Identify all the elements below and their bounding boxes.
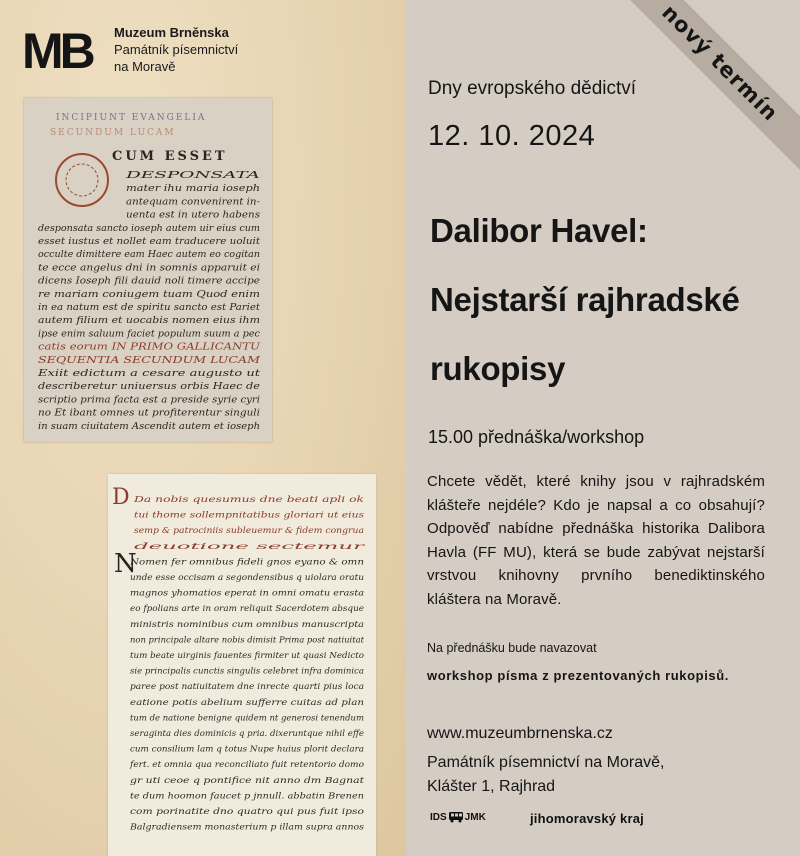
ms2-text-lines	[129, 495, 367, 833]
manuscript-line: fert. et omnia qua reconciliato fuit retentorio domo	[128, 760, 364, 771]
manuscript-line: gr uti ceoe q pontifice nit anno dm Bagnat	[130, 775, 365, 786]
manuscript-line: non principale altare nobis dimisit Prima post natiuitat	[130, 635, 365, 646]
manuscript-line: tum de natione benigne quidem nt generosi tenendum	[130, 713, 364, 724]
title-line-1: Dalibor Havel:	[430, 212, 648, 249]
address-line-2: Klášter 1, Rajhrad	[427, 778, 556, 795]
manuscript-line: desponsata sancto ioseph autem uir eius cum	[38, 222, 261, 234]
ribbon-text: nový termín	[657, 0, 783, 126]
manuscript-line: catis eorum IN PRIMO GALLICANTU	[38, 341, 261, 353]
south-moravian-region-logo: jihomoravský kraj	[530, 811, 644, 826]
event-name: Dny evropského dědictví	[428, 78, 637, 99]
museum-logo[interactable]	[22, 24, 238, 75]
manuscript-page-1	[24, 98, 272, 442]
title-line-2: Nejstarší rajhradské	[430, 281, 740, 318]
manuscript-image-liturgical	[108, 474, 376, 856]
manuscript-line: no Et ibant omnes ut profiterentur singuli	[38, 407, 261, 419]
manuscript-line: deuotione sectemur	[134, 541, 367, 552]
manuscript-line: DESPONSATA	[123, 170, 261, 181]
program-time: 15.00 přednáška/workshop	[428, 427, 645, 447]
ms1-heading-1: INCIPIUNT EVANGELIA	[56, 113, 207, 123]
manuscript-line: paree post natiuitatem dne inrecte quarti pius loca	[130, 682, 364, 693]
ms1-initial-ornament	[66, 164, 98, 196]
logo-mark-text: MB	[22, 27, 92, 72]
bus-icon	[448, 811, 464, 823]
manuscript-line: Da nobis quesumus dne beati apli ok	[132, 495, 364, 505]
manuscript-line: eo fpolians arte in oram reliquit Sacerdotem absque	[130, 604, 364, 615]
manuscript-line: semp & patrociniis subleuemur & fidem congrua	[134, 526, 364, 537]
title-line-3: rukopisy	[430, 350, 566, 387]
logo-text	[114, 24, 238, 75]
ms1-heading-2: SECUNDUM LUCAM	[50, 128, 176, 138]
manuscript-line: unde esse occisam a segondensibus q uiolara oratu	[130, 573, 364, 583]
manuscript-line: in ea natum est de spiritu sancto est Pariet	[38, 302, 261, 313]
ids-jmk-logo	[430, 811, 486, 823]
ms1-illuminated-initial	[56, 154, 108, 206]
mb-logo-mark	[22, 28, 106, 72]
logo-line-1: Muzeum Brněnska	[114, 25, 229, 40]
manuscript-line: scriptio prima facta est a preside syrie cyri	[38, 394, 261, 406]
manuscript-line: Exiit edictum a cesare augusto ut	[36, 368, 261, 379]
manuscript-line: eatione potis abelium sufferre cuitas ad plan	[130, 697, 364, 708]
venue-address	[427, 751, 664, 799]
manuscript-line: describeretur uniuersus orbis Haec de	[38, 381, 261, 393]
manuscript-line: tum beate uirginis fauentes firmiter ut quasi Nedicto	[130, 651, 364, 661]
manuscript-line: dicens Ioseph fili dauid noli timere accipe	[38, 275, 261, 287]
manuscript-line: mater ihu maria ioseph	[126, 183, 261, 195]
lecture-title	[430, 196, 792, 403]
manuscript-line: autem filium et uocabis nomen eius ihm	[38, 315, 261, 327]
manuscript-line: Nomen fer omnibus fideli gnos eyano & omn	[128, 557, 364, 568]
manuscript-line: magnos yhomatios eperat in omni omatu erasta	[130, 588, 364, 599]
manuscript-line: te dum hoomon faucet p jnnull. abbatin Brenen	[130, 791, 364, 802]
manuscript-line: esset iustus et nollet eam traducere uoluit	[38, 236, 261, 247]
manuscript-line: antequam convenirent in-	[126, 196, 260, 208]
event-date: 12. 10. 2024	[428, 120, 596, 152]
address-line-1: Památník písemnictví na Moravě,	[427, 754, 665, 771]
manuscript-line: in suam ciuitatem Ascendit autem et ioseph	[38, 420, 261, 432]
manuscript-page-2	[108, 474, 376, 856]
logo-line-2: Památník písemnictví	[114, 42, 239, 57]
manuscript-line: ipse enim saluum faciet populum suum a pec	[38, 328, 260, 340]
logo-line-3: na Moravě	[114, 59, 176, 74]
ms2-initial-2: N	[114, 549, 137, 579]
manuscript-line: uenta est in utero habens	[126, 209, 261, 221]
manuscript-line: sie principalis cunctis singulis celebret infra dominica	[130, 666, 364, 677]
ms1-text-lines	[37, 170, 261, 432]
ms1-initial-words: CUM ESSET	[112, 149, 228, 164]
manuscript-line: SEQUENTIA SECUNDUM LUCAM	[38, 354, 261, 366]
manuscript-line: seraginta dies dominicis q pria. dixeruntque nihil effe	[130, 729, 364, 739]
manuscript-line: Balgradiensem monasterium p illam supra annos	[128, 822, 365, 833]
manuscript-line: tui thome sollempnitatibus gloriari ut eius	[134, 510, 365, 521]
manuscript-line: ministris nominibus cum omnibus manuscripta	[130, 619, 364, 630]
ids-text: IDS	[430, 811, 447, 823]
workshop-note: Na přednášku bude navazovat	[427, 641, 597, 655]
manuscript-line: re mariam coniugem tuam Quod enim	[38, 288, 261, 300]
workshop-title: workshop písma z prezentovaných rukopisů.	[427, 668, 729, 683]
website-link[interactable]: www.muzeumbrnenska.cz	[427, 725, 613, 742]
lecture-description: Chcete vědět, které knihy jsou v rajhradském klášteře nejdéle? Kdo je napsal a co obsahují? Odpověď nabídne přednáška historika Dalibora Havla (FF MU), která se bude zabývat nejstarší vrstvou knihovny prvního benediktinského kláštera na Moravě.	[427, 473, 765, 608]
ms2-initial: D	[112, 485, 130, 510]
jmk-text: JMK	[464, 811, 486, 823]
manuscript-line: te ecce angelus dni in somnis apparuit ei	[38, 262, 261, 274]
manuscript-image-gospel	[24, 98, 272, 442]
manuscript-line: cum consilium lam q totus Nupe huius plorit declara	[130, 744, 364, 755]
manuscript-line: com porinatite dno quatro qui pus fuit ipso	[130, 807, 364, 817]
manuscript-line: occulte dimittere eam Haec autem eo cogitan	[38, 249, 261, 261]
